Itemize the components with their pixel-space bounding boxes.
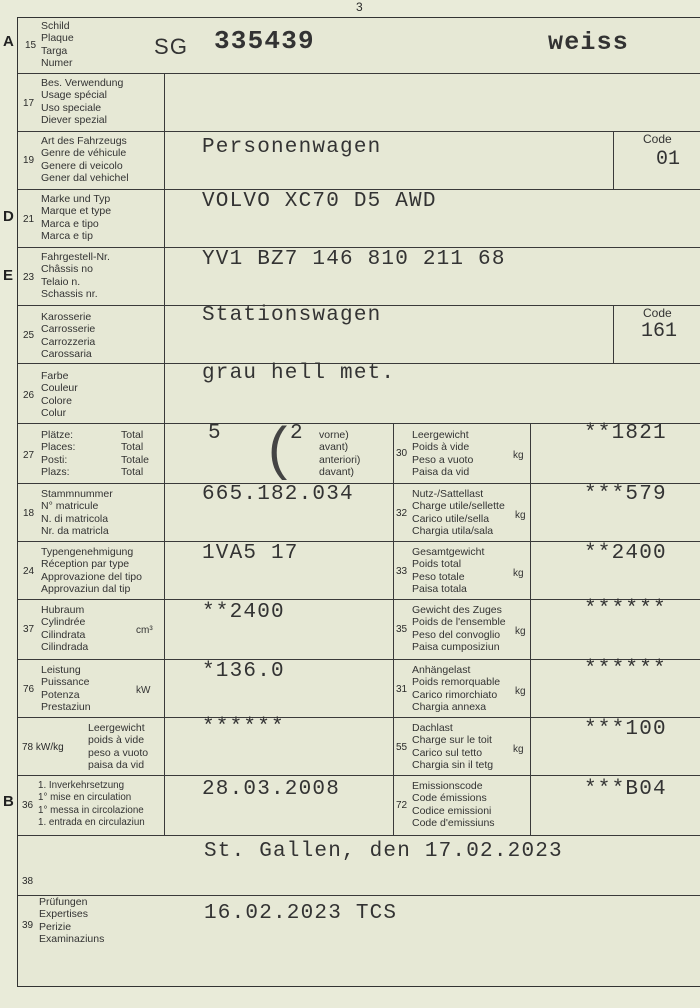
field-labels: Schild Plaque Targa Numer xyxy=(41,20,74,70)
field-number: 30 xyxy=(396,448,408,459)
power-ratio-value: ****** xyxy=(202,716,285,739)
seats-total-labels: Total Total Totale Total xyxy=(121,429,150,479)
unit: kW xyxy=(136,685,151,696)
power-value: *136.0 xyxy=(202,660,285,683)
field-number: 24 xyxy=(23,566,35,577)
field-number: 32 xyxy=(396,508,408,519)
field-27-30 xyxy=(18,416,700,484)
empty-weight-value: **1821 xyxy=(584,422,667,445)
field-labels: Hubraum Cylindrée Cilindrata Cilindrada xyxy=(41,604,89,654)
seats-total-value: 5 xyxy=(208,422,222,445)
field-number: 78 kW/kg xyxy=(22,742,64,753)
field-labels: Stammnummer N° matricule N. di matricola Nr. da matricla xyxy=(41,488,113,538)
field-labels: Leistung Puissance Potenza Prestaziun xyxy=(41,664,91,714)
train-weight-value: ****** xyxy=(584,598,667,621)
unit: kg xyxy=(515,510,526,521)
roof-load-labels: Dachlast Charge sur le toit Carico sul tetto Chargia sin il tetg xyxy=(412,722,494,772)
field-number: 72 xyxy=(396,800,408,811)
vehicle-type-code: 01 xyxy=(656,148,681,171)
unit: cm³ xyxy=(136,625,153,636)
field-number: 38 xyxy=(22,876,34,887)
field-26-color xyxy=(18,364,700,424)
seats-front-value: 2 xyxy=(290,422,304,445)
field-38-place-date xyxy=(18,836,700,896)
page-number: 3 xyxy=(356,0,363,14)
field-number: 33 xyxy=(396,566,408,577)
vehicle-type-value: Personenwagen xyxy=(202,136,382,159)
unit: kg xyxy=(513,744,524,755)
field-37-35 xyxy=(18,600,700,660)
field-labels: Fahrgestell-Nr. Châssis no Telaio n. Schassis nr. xyxy=(41,251,110,301)
plate-number: 335439 xyxy=(214,26,315,56)
field-labels: Typengenehmigung Réception par type Approvazione del tipo Approvaziun dal tip xyxy=(41,546,142,596)
place-date-value: St. Gallen, den 17.02.2023 xyxy=(204,840,563,863)
unit: kg xyxy=(515,626,526,637)
field-number: 18 xyxy=(23,508,35,519)
side-letter-d: D xyxy=(3,208,14,225)
field-number: 35 xyxy=(396,624,408,635)
field-labels: Farbe Couleur Colore Colur xyxy=(41,370,78,420)
color-value: grau hell met. xyxy=(202,362,396,385)
unit: kg xyxy=(515,686,526,697)
train-weight-labels: Gewicht des Zuges Poids de l'ensemble Peso del convoglio Paisa cumposiziun xyxy=(412,604,506,654)
trailer-load-value: ****** xyxy=(584,658,667,681)
field-labels: Prüfungen Expertises Perizie Examinaziuns xyxy=(39,896,105,946)
plate-color: weiss xyxy=(548,28,630,57)
field-19-vehicle-type xyxy=(18,132,700,190)
field-number: 26 xyxy=(23,390,35,401)
field-number: 19 xyxy=(23,155,35,166)
canton-prefix: SG xyxy=(154,34,189,59)
type-approval-value: 1VA5 17 xyxy=(202,542,299,565)
chassis-number-value: YV1 BZ7 146 810 211 68 xyxy=(202,248,506,271)
code-label: Code xyxy=(643,306,672,320)
field-number: 31 xyxy=(396,684,408,695)
body-type-value: Stationswagen xyxy=(202,304,382,327)
field-number: 39 xyxy=(22,920,34,931)
field-labels: Art des Fahrzeugs Genre de véhicule Genere di veicolo Gener dal vehichel xyxy=(41,135,129,185)
field-24-33 xyxy=(18,542,700,600)
field-78-55 xyxy=(18,718,700,776)
field-labels: Leergewicht poids à vide peso a vuoto paisa da vid xyxy=(88,722,149,772)
field-number: 25 xyxy=(23,330,35,341)
total-weight-value: **2400 xyxy=(584,542,667,565)
field-number: 27 xyxy=(23,450,35,461)
payload-value: ***579 xyxy=(584,483,667,506)
field-76-31 xyxy=(18,660,700,718)
empty-weight-labels: Leergewicht Poids à vide Peso a vuoto Paisa da vid xyxy=(412,429,474,479)
unit: kg xyxy=(513,568,524,579)
side-letter-b: B xyxy=(3,793,14,810)
base-number-value: 665.182.034 xyxy=(202,483,354,506)
field-21-make-model xyxy=(18,190,700,248)
displacement-value: **2400 xyxy=(202,601,285,624)
field-number: 37 xyxy=(23,624,35,635)
field-15-plate xyxy=(18,18,700,74)
field-17-special-use xyxy=(18,74,700,132)
unit: kg xyxy=(513,450,524,461)
field-25-body xyxy=(18,306,700,364)
field-18-32 xyxy=(18,484,700,542)
field-number: 15 xyxy=(25,40,37,51)
field-39-inspections xyxy=(18,896,700,986)
body-type-code: 161 xyxy=(641,320,678,343)
trailer-load-labels: Anhängelast Poids remorquable Carico rimorchiato Chargia annexa xyxy=(412,664,501,714)
field-number: 21 xyxy=(23,214,35,225)
side-letter-e: E xyxy=(3,267,14,284)
seats-labels: Plätze: Places: Posti: Plazs: xyxy=(41,429,76,479)
make-model-value: VOLVO XC70 D5 AWD xyxy=(202,190,437,213)
inspection-value: 16.02.2023 TCS xyxy=(204,902,398,925)
first-registration-value: 28.03.2008 xyxy=(202,778,341,801)
field-23-chassis xyxy=(18,248,700,306)
payload-labels: Nutz-/Sattellast Charge utile/sellette Carico utile/sella Chargia utila/sala xyxy=(412,488,505,538)
field-number: 55 xyxy=(396,742,408,753)
emission-code-labels: Emissionscode Code émissions Codice emissioni Code d'emissiuns xyxy=(412,780,495,830)
side-letter-a: A xyxy=(3,33,14,50)
field-number: 23 xyxy=(23,272,35,283)
seats-front-labels: vorne) avant) anteriori) davant) xyxy=(319,429,361,479)
field-labels: Marke und Typ Marque et type Marca e tipo Marca e tip xyxy=(41,193,112,243)
field-number: 76 xyxy=(23,684,35,695)
field-number: 36 xyxy=(22,800,34,811)
emission-code-value: ***B04 xyxy=(584,778,667,801)
field-number: 17 xyxy=(23,98,35,109)
code-label: Code xyxy=(643,132,672,146)
field-labels: Karosserie Carrosserie Carrozzeria Carossaria xyxy=(41,311,96,361)
field-labels: Bes. Verwendung Usage spécial Uso speciale Diever spezial xyxy=(41,77,124,127)
total-weight-labels: Gesamtgewicht Poids total Peso totale Paisa totala xyxy=(412,546,485,596)
field-36-72 xyxy=(18,776,700,836)
vehicle-registration-form xyxy=(17,17,700,987)
bracket: ( xyxy=(268,416,288,481)
field-labels: 1. Inverkehrsetzung 1° mise en circulation 1° messa in circolazione 1. entrada en circulaziun xyxy=(38,780,145,829)
roof-load-value: ***100 xyxy=(584,718,667,741)
